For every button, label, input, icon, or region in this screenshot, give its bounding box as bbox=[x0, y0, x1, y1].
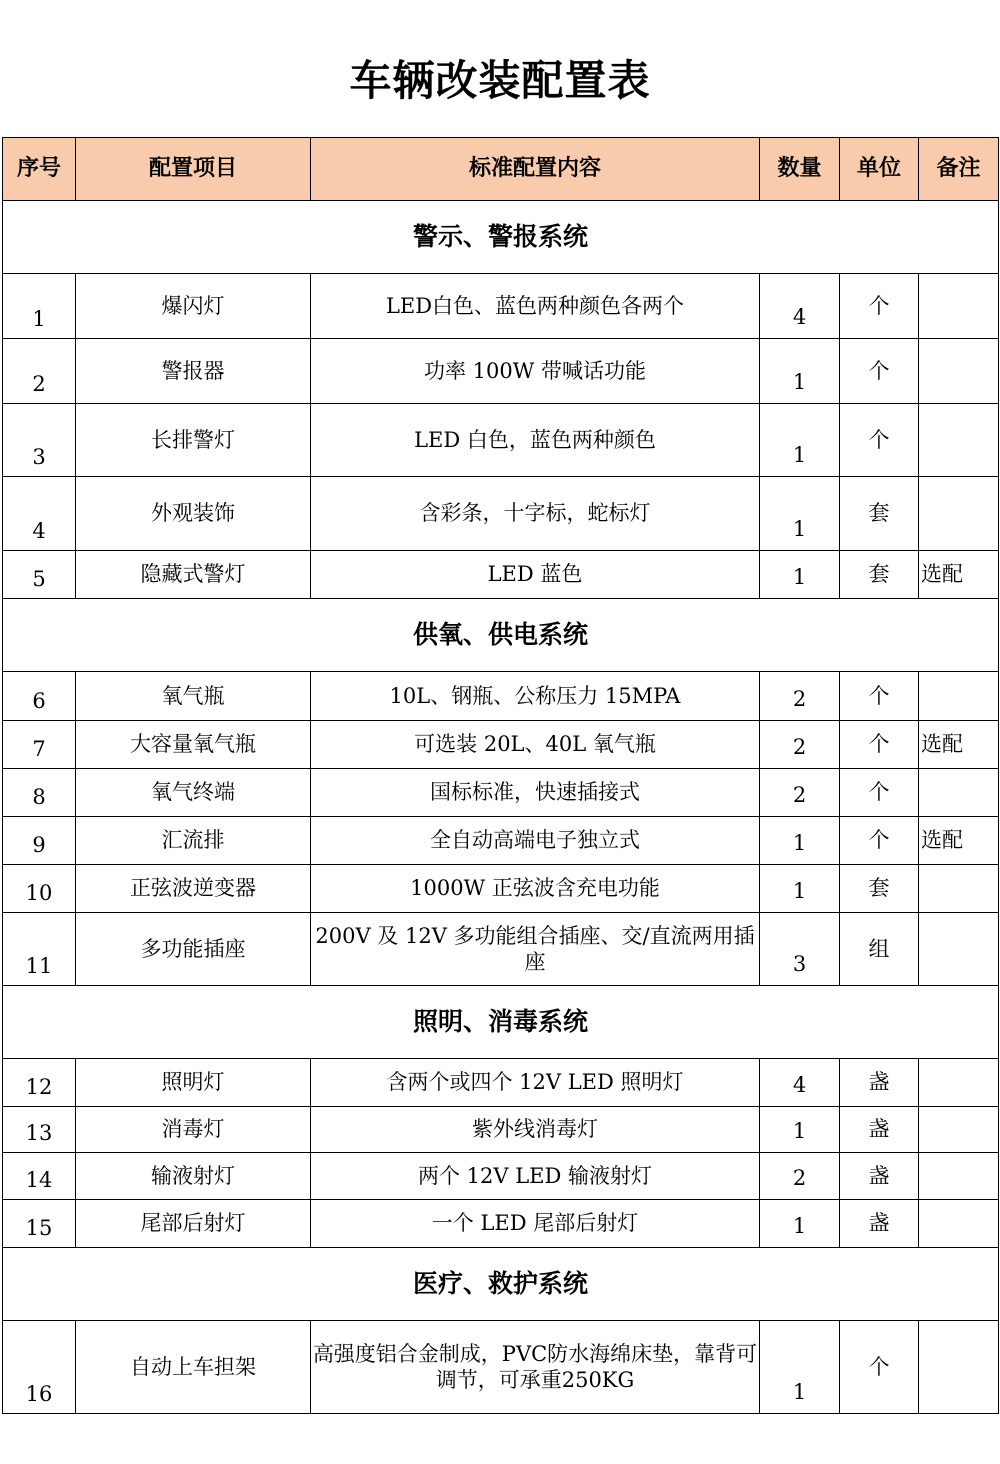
table-row bbox=[3, 672, 999, 721]
row-number: 16 bbox=[3, 1321, 76, 1414]
row-number: 9 bbox=[3, 817, 76, 865]
config-content: 一个 LED 尾部后射灯 bbox=[311, 1200, 760, 1248]
unit: 个 bbox=[840, 404, 919, 477]
config-content: 含彩条，十字标，蛇标灯 bbox=[311, 477, 760, 551]
row-number: 7 bbox=[3, 721, 76, 769]
row-number: 3 bbox=[3, 404, 76, 477]
note bbox=[919, 477, 999, 551]
unit: 盏 bbox=[840, 1059, 919, 1107]
config-item: 外观装饰 bbox=[76, 477, 311, 551]
row-number: 15 bbox=[3, 1200, 76, 1248]
note bbox=[919, 913, 999, 986]
note bbox=[919, 1059, 999, 1107]
unit: 盏 bbox=[840, 1153, 919, 1200]
unit: 盏 bbox=[840, 1200, 919, 1248]
config-item: 氧气瓶 bbox=[76, 672, 311, 721]
quantity: 2 bbox=[760, 769, 840, 817]
section-header-row bbox=[3, 986, 999, 1059]
unit: 个 bbox=[840, 817, 919, 865]
table-row bbox=[3, 1153, 999, 1200]
note: 选配 bbox=[919, 817, 999, 865]
config-item: 正弦波逆变器 bbox=[76, 865, 311, 913]
table-row bbox=[3, 865, 999, 913]
note bbox=[919, 769, 999, 817]
quantity: 4 bbox=[760, 1059, 840, 1107]
table-row bbox=[3, 913, 999, 986]
config-item: 消毒灯 bbox=[76, 1107, 311, 1153]
config-content: LED 白色，蓝色两种颜色 bbox=[311, 404, 760, 477]
quantity: 4 bbox=[760, 274, 840, 339]
config-table bbox=[2, 137, 999, 1414]
note bbox=[919, 404, 999, 477]
header-item: 配置项目 bbox=[76, 138, 311, 201]
config-item: 自动上车担架 bbox=[76, 1321, 311, 1414]
row-number: 12 bbox=[3, 1059, 76, 1107]
table-row bbox=[3, 817, 999, 865]
note bbox=[919, 1153, 999, 1200]
config-item: 输液射灯 bbox=[76, 1153, 311, 1200]
table-row bbox=[3, 1107, 999, 1153]
config-content: LED 蓝色 bbox=[311, 551, 760, 599]
row-number: 1 bbox=[3, 274, 76, 339]
quantity: 1 bbox=[760, 404, 840, 477]
unit: 个 bbox=[840, 672, 919, 721]
config-item: 警报器 bbox=[76, 339, 311, 404]
table-row bbox=[3, 339, 999, 404]
section-header-row bbox=[3, 599, 999, 672]
config-content: 紫外线消毒灯 bbox=[311, 1107, 760, 1153]
table-row bbox=[3, 1200, 999, 1248]
config-item: 隐藏式警灯 bbox=[76, 551, 311, 599]
config-item: 汇流排 bbox=[76, 817, 311, 865]
table-row bbox=[3, 1321, 999, 1414]
note bbox=[919, 1200, 999, 1248]
quantity: 1 bbox=[760, 551, 840, 599]
config-content: 两个 12V LED 输液射灯 bbox=[311, 1153, 760, 1200]
quantity: 1 bbox=[760, 817, 840, 865]
unit: 盏 bbox=[840, 1107, 919, 1153]
unit: 套 bbox=[840, 865, 919, 913]
table-row bbox=[3, 1059, 999, 1107]
section-header-row bbox=[3, 201, 999, 274]
config-content: 200V 及 12V 多功能组合插座、交/直流两用插座 bbox=[311, 913, 760, 986]
quantity: 3 bbox=[760, 913, 840, 986]
config-item: 长排警灯 bbox=[76, 404, 311, 477]
config-content: 1000W 正弦波含充电功能 bbox=[311, 865, 760, 913]
note bbox=[919, 274, 999, 339]
config-item: 多功能插座 bbox=[76, 913, 311, 986]
quantity: 1 bbox=[760, 865, 840, 913]
note bbox=[919, 1107, 999, 1153]
quantity: 1 bbox=[760, 339, 840, 404]
quantity: 1 bbox=[760, 477, 840, 551]
section-title: 医疗、救护系统 bbox=[3, 1248, 999, 1321]
quantity: 1 bbox=[760, 1321, 840, 1414]
note: 选配 bbox=[919, 551, 999, 599]
row-number: 4 bbox=[3, 477, 76, 551]
table-header-row bbox=[3, 138, 999, 201]
row-number: 8 bbox=[3, 769, 76, 817]
unit: 套 bbox=[840, 551, 919, 599]
config-content: LED白色、蓝色两种颜色各两个 bbox=[311, 274, 760, 339]
unit: 个 bbox=[840, 721, 919, 769]
row-number: 2 bbox=[3, 339, 76, 404]
note bbox=[919, 339, 999, 404]
table-row bbox=[3, 769, 999, 817]
page-title: 车辆改装配置表 bbox=[349, 56, 651, 105]
quantity: 2 bbox=[760, 672, 840, 721]
header-num: 序号 bbox=[3, 138, 76, 201]
unit: 套 bbox=[840, 477, 919, 551]
row-number: 14 bbox=[3, 1153, 76, 1200]
table-row bbox=[3, 477, 999, 551]
note bbox=[919, 865, 999, 913]
header-unit: 单位 bbox=[840, 138, 919, 201]
unit: 个 bbox=[840, 1321, 919, 1414]
row-number: 13 bbox=[3, 1107, 76, 1153]
row-number: 6 bbox=[3, 672, 76, 721]
row-number: 11 bbox=[3, 913, 76, 986]
table-row bbox=[3, 274, 999, 339]
table-row bbox=[3, 551, 999, 599]
section-header-row bbox=[3, 1248, 999, 1321]
quantity: 1 bbox=[760, 1200, 840, 1248]
section-title: 照明、消毒系统 bbox=[3, 986, 999, 1059]
note: 选配 bbox=[919, 721, 999, 769]
header-note: 备注 bbox=[919, 138, 999, 201]
config-content: 国标标准，快速插接式 bbox=[311, 769, 760, 817]
unit: 个 bbox=[840, 339, 919, 404]
unit: 组 bbox=[840, 913, 919, 986]
header-content: 标准配置内容 bbox=[311, 138, 760, 201]
table-row bbox=[3, 721, 999, 769]
unit: 个 bbox=[840, 274, 919, 339]
note bbox=[919, 1321, 999, 1414]
unit: 个 bbox=[840, 769, 919, 817]
row-number: 5 bbox=[3, 551, 76, 599]
quantity: 2 bbox=[760, 1153, 840, 1200]
row-number: 10 bbox=[3, 865, 76, 913]
quantity: 1 bbox=[760, 1107, 840, 1153]
header-qty: 数量 bbox=[760, 138, 840, 201]
config-item: 尾部后射灯 bbox=[76, 1200, 311, 1248]
config-item: 照明灯 bbox=[76, 1059, 311, 1107]
config-item: 氧气终端 bbox=[76, 769, 311, 817]
config-item: 大容量氧气瓶 bbox=[76, 721, 311, 769]
config-content: 高强度铝合金制成，PVC防水海绵床垫，靠背可调节，可承重250KG bbox=[311, 1321, 760, 1414]
config-content: 10L、钢瓶、公称压力 15MPA bbox=[311, 672, 760, 721]
config-content: 功率 100W 带喊话功能 bbox=[311, 339, 760, 404]
config-content: 含两个或四个 12V LED 照明灯 bbox=[311, 1059, 760, 1107]
section-title: 警示、警报系统 bbox=[3, 201, 999, 274]
table-row bbox=[3, 404, 999, 477]
note bbox=[919, 672, 999, 721]
section-title: 供氧、供电系统 bbox=[3, 599, 999, 672]
config-item: 爆闪灯 bbox=[76, 274, 311, 339]
quantity: 2 bbox=[760, 721, 840, 769]
config-content: 可选装 20L、40L 氧气瓶 bbox=[311, 721, 760, 769]
config-content: 全自动高端电子独立式 bbox=[311, 817, 760, 865]
